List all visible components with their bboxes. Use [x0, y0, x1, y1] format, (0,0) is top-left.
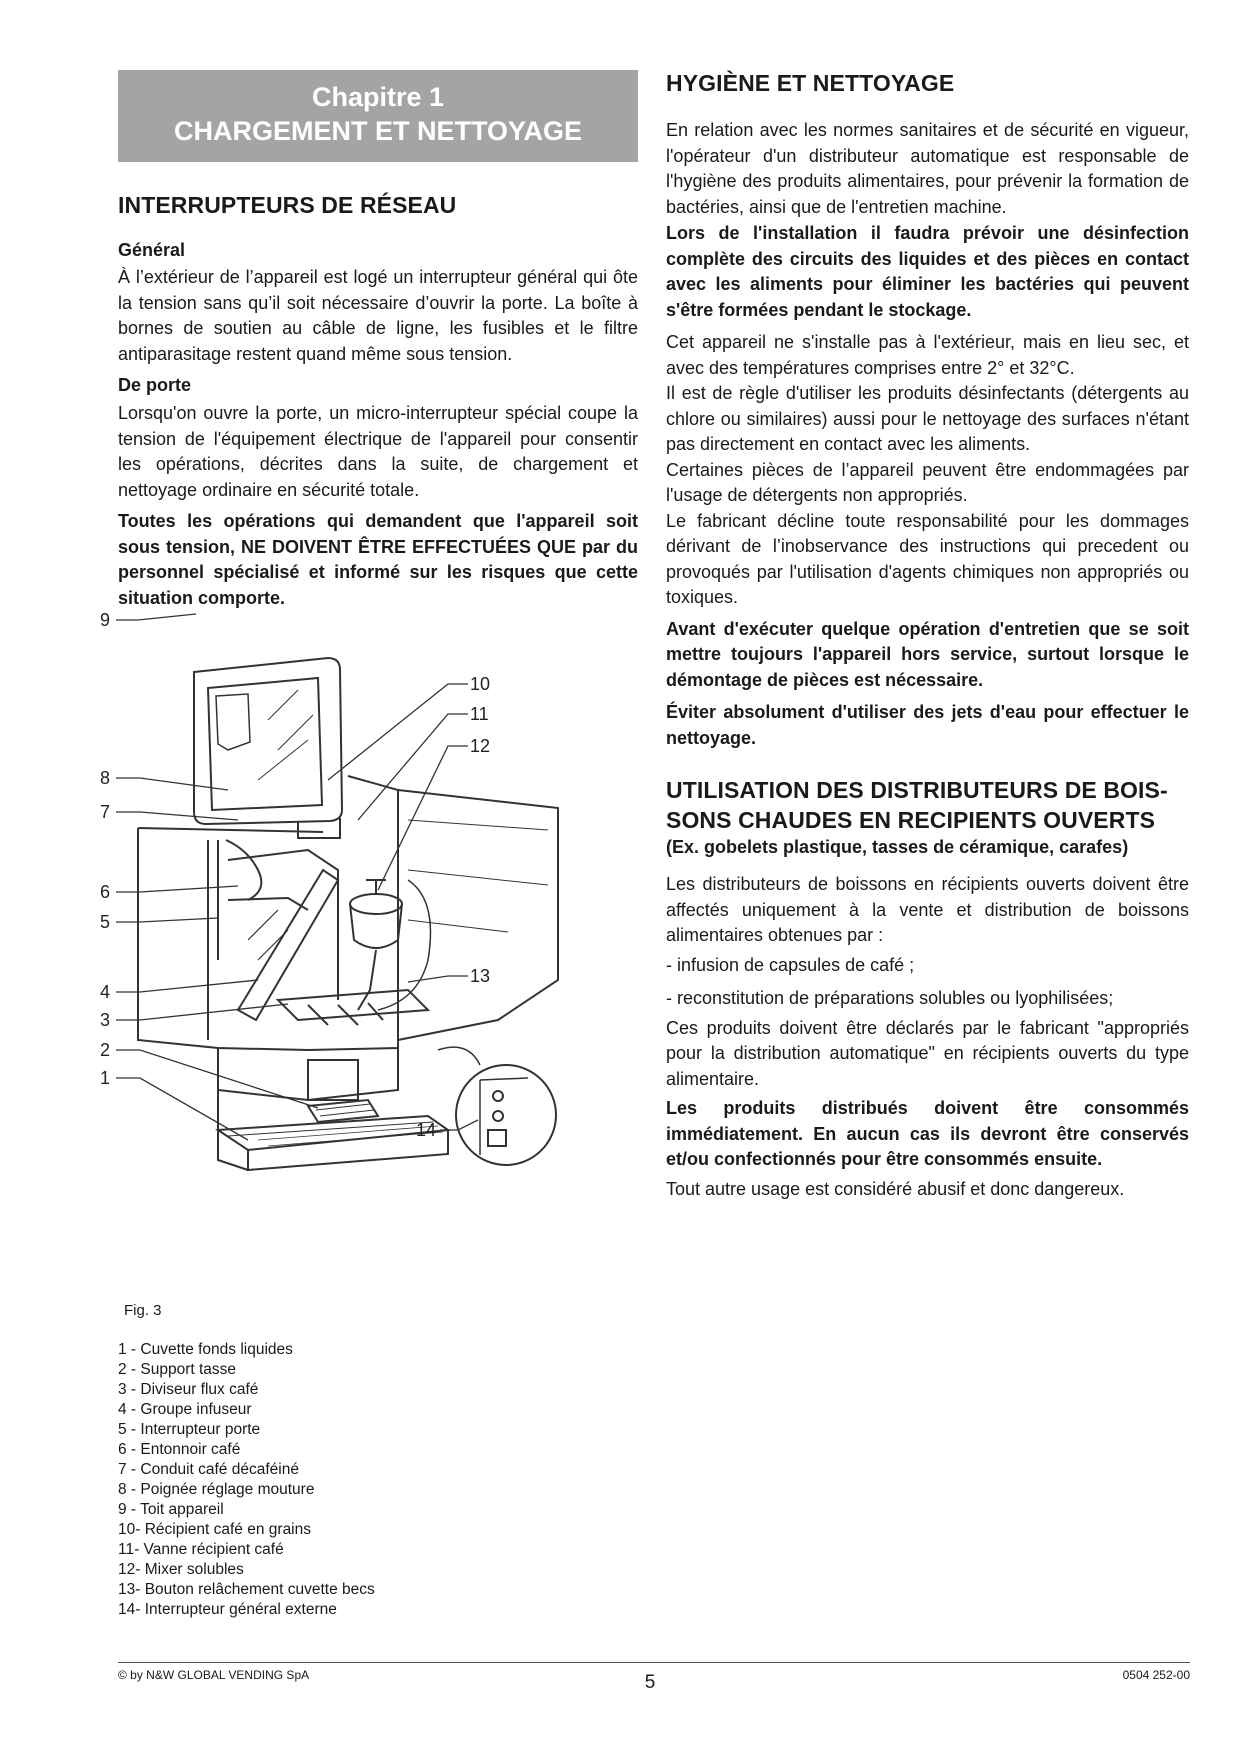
document-code: 0504 252-00 — [1122, 1668, 1190, 1682]
paragraph-general: À l’extérieur de l’appareil est logé un interrupteur général qui ôte la tension sans qu’il soit nécessaire d’ouvrir la porte. La boîte à bornes de soutien au câble de ligne, les fusibles et le filtre antiparasitage restent quand même sous tension. — [118, 267, 638, 364]
callout-1: 1 — [100, 1068, 111, 1088]
left-column — [118, 70, 638, 611]
paragraph-manufacturer-declaration: Ces produits doivent être déclarés par le fabricant "appropriés pour la distribution automatique" en récipients ouverts du type alimentaire. — [666, 1017, 1189, 1089]
callout-2: 2 — [100, 1040, 111, 1060]
chapter-title: CHARGEMENT ET NETTOYAGE — [173, 116, 583, 146]
legend-item: 11- Vanne récipient café — [118, 1541, 284, 1558]
legend-item: 6 - Entonnoir café — [118, 1441, 241, 1458]
bullet-soluble-reconstitution: - reconstitution de préparations solubles ou lyophilisées; — [666, 988, 1114, 1008]
paragraph-hygiene-intro: En relation avec les normes sanitaires et de sécurité en vigueur, l'opérateur d'un distributeur automatique est responsable de l'hygiène des produits alimentaires, pour prévenir la formation de bactéries, ainsi que de l'entretien machine. — [666, 120, 1189, 217]
footer-divider — [118, 1662, 1190, 1663]
paragraph-other-usage: Tout autre usage est considéré abusif et donc dangereux. — [666, 1178, 1125, 1199]
paragraph-power-off-warning: Avant d'exécuter quelque opération d'entretien que se soit mettre toujours l'appareil hors service, surtout lorsque le démontage de pièces est nécessaire. — [666, 618, 1189, 690]
subheading-door: De porte — [118, 375, 192, 395]
paragraph-disinfectants: Il est de règle d'utiliser les produits désinfectants (détergents au chlore ou similaires) aussi pour le nettoyage des surfaces n'étant pas directement en contact avec les aliments. — [666, 383, 1189, 454]
legend-item: 2 - Support tasse — [118, 1361, 237, 1378]
callout-10: 10 — [470, 674, 491, 694]
callout-6: 6 — [100, 882, 111, 902]
right-column — [666, 68, 1189, 1202]
section-heading-usage-line1: UTILISATION DES DISTRIBUTEURS DE BOIS- — [666, 777, 1168, 803]
chapter-number: Chapitre 1 — [311, 82, 445, 112]
paragraph-detergent-damage: Certaines pièces de l’appareil peuvent être endommagées par l'usage de détergents non appropriés. — [666, 459, 1189, 505]
legend-item: 3 - Diviseur flux café — [118, 1381, 259, 1398]
legend-item: 9 - Toit appareil — [118, 1501, 224, 1518]
callout-9: 9 — [100, 610, 111, 630]
paragraph-consume-immediately: Les produits distribués doivent être consommés immédiatement. En aucun cas ils devront être conservés et/ou confectionnés pour être consommés ensuite. — [666, 1098, 1189, 1169]
paragraph-water-jet-warning: Éviter absolument d'utiliser des jets d'eau pour effectuer le nettoyage. — [666, 702, 1189, 748]
section-heading-usage-line2: SONS CHAUDES EN RECIPIENTS OUVERTS — [666, 807, 1156, 833]
legend-item: 13- Bouton relâchement cuvette becs — [118, 1581, 375, 1598]
legend-item: 1 - Cuvette fonds liquides — [118, 1341, 293, 1358]
chapter-banner — [118, 70, 638, 162]
legend-item: 7 - Conduit café décaféiné — [118, 1461, 299, 1478]
warning-paragraph: Toutes les opérations qui demandent que l'appareil soit sous tension, NE DOIVENT ÊTRE EFFECTUÉES QUE par du personnel spécialisé et informé sur les risques que cette situation comporte. — [118, 511, 638, 608]
legend-item: 10- Récipient café en grains — [118, 1521, 312, 1538]
legend-item: 8 - Poignée réglage mouture — [118, 1481, 315, 1498]
footer-copyright: © by N&W GLOBAL VENDING SpA — [118, 1668, 310, 1682]
bullet-capsule-infusion: - infusion de capsules de café ; — [666, 954, 915, 975]
paragraph-door: Lorsqu'on ouvre la porte, un micro-interrupteur spécial coupe la tension de l'équipement électrique de l'appareil pour consentir les opérations, décrites dans la suite, de chargement et nettoyage ordinaire en sécurité totale. — [118, 403, 638, 500]
paragraph-installation-location: Cet appareil ne s'installe pas à l'extérieur, mais en lieu sec, et avec des températures comprises entre 2° et 32°C. — [666, 332, 1189, 378]
section-heading-hygiene: HYGIÈNE ET NETTOYAGE — [666, 70, 955, 96]
callout-13: 13 — [470, 966, 491, 986]
vending-machine-illustration — [100, 610, 628, 1300]
callout-4: 4 — [100, 982, 111, 1002]
figure-legend — [118, 1340, 375, 1620]
legend-item: 12- Mixer solubles — [118, 1561, 244, 1578]
paragraph-liability: Le fabricant décline toute responsabilité pour les dommages dérivant de l’inobservance des instructions qui precedent ou provoqués par l'utilisation d'agents chimiques non appropriés ou toxiques. — [666, 510, 1189, 607]
legend-item: 4 - Groupe infuseur — [118, 1401, 252, 1418]
callout-12: 12 — [470, 736, 491, 756]
paragraph-open-containers: Les distributeurs de boissons en récipients ouverts doivent être affectés uniquement à la vente et distribution de boissons alimentaires obtenues par : — [666, 874, 1189, 945]
subheading-general: Général — [118, 240, 186, 260]
callout-7: 7 — [100, 802, 111, 822]
page-number: 5 — [644, 1672, 656, 1693]
paragraph-installation-disinfection: Lors de l'installation il faudra prévoir une désinfection complète des circuits des liquides et des pièces en contact avec les aliments pour éliminer les bactéries qui peuvent s'être formées pendant le stockage. — [666, 223, 1189, 320]
legend-item: 14- Interrupteur général externe — [118, 1601, 337, 1618]
section-subheading-examples: (Ex. gobelets plastique, tasses de céramique, carafes) — [666, 837, 1129, 857]
legend-item: 5 - Interrupteur porte — [118, 1421, 261, 1438]
callout-8: 8 — [100, 768, 111, 788]
machine-diagram — [100, 610, 628, 1300]
callout-11: 11 — [470, 704, 489, 724]
callout-14: 14 — [416, 1120, 437, 1140]
callout-3: 3 — [100, 1010, 111, 1030]
figure-caption: Fig. 3 — [124, 1302, 162, 1319]
section-heading-network-switches: INTERRUPTEURS DE RÉSEAU — [118, 192, 457, 218]
callout-5: 5 — [100, 912, 111, 932]
